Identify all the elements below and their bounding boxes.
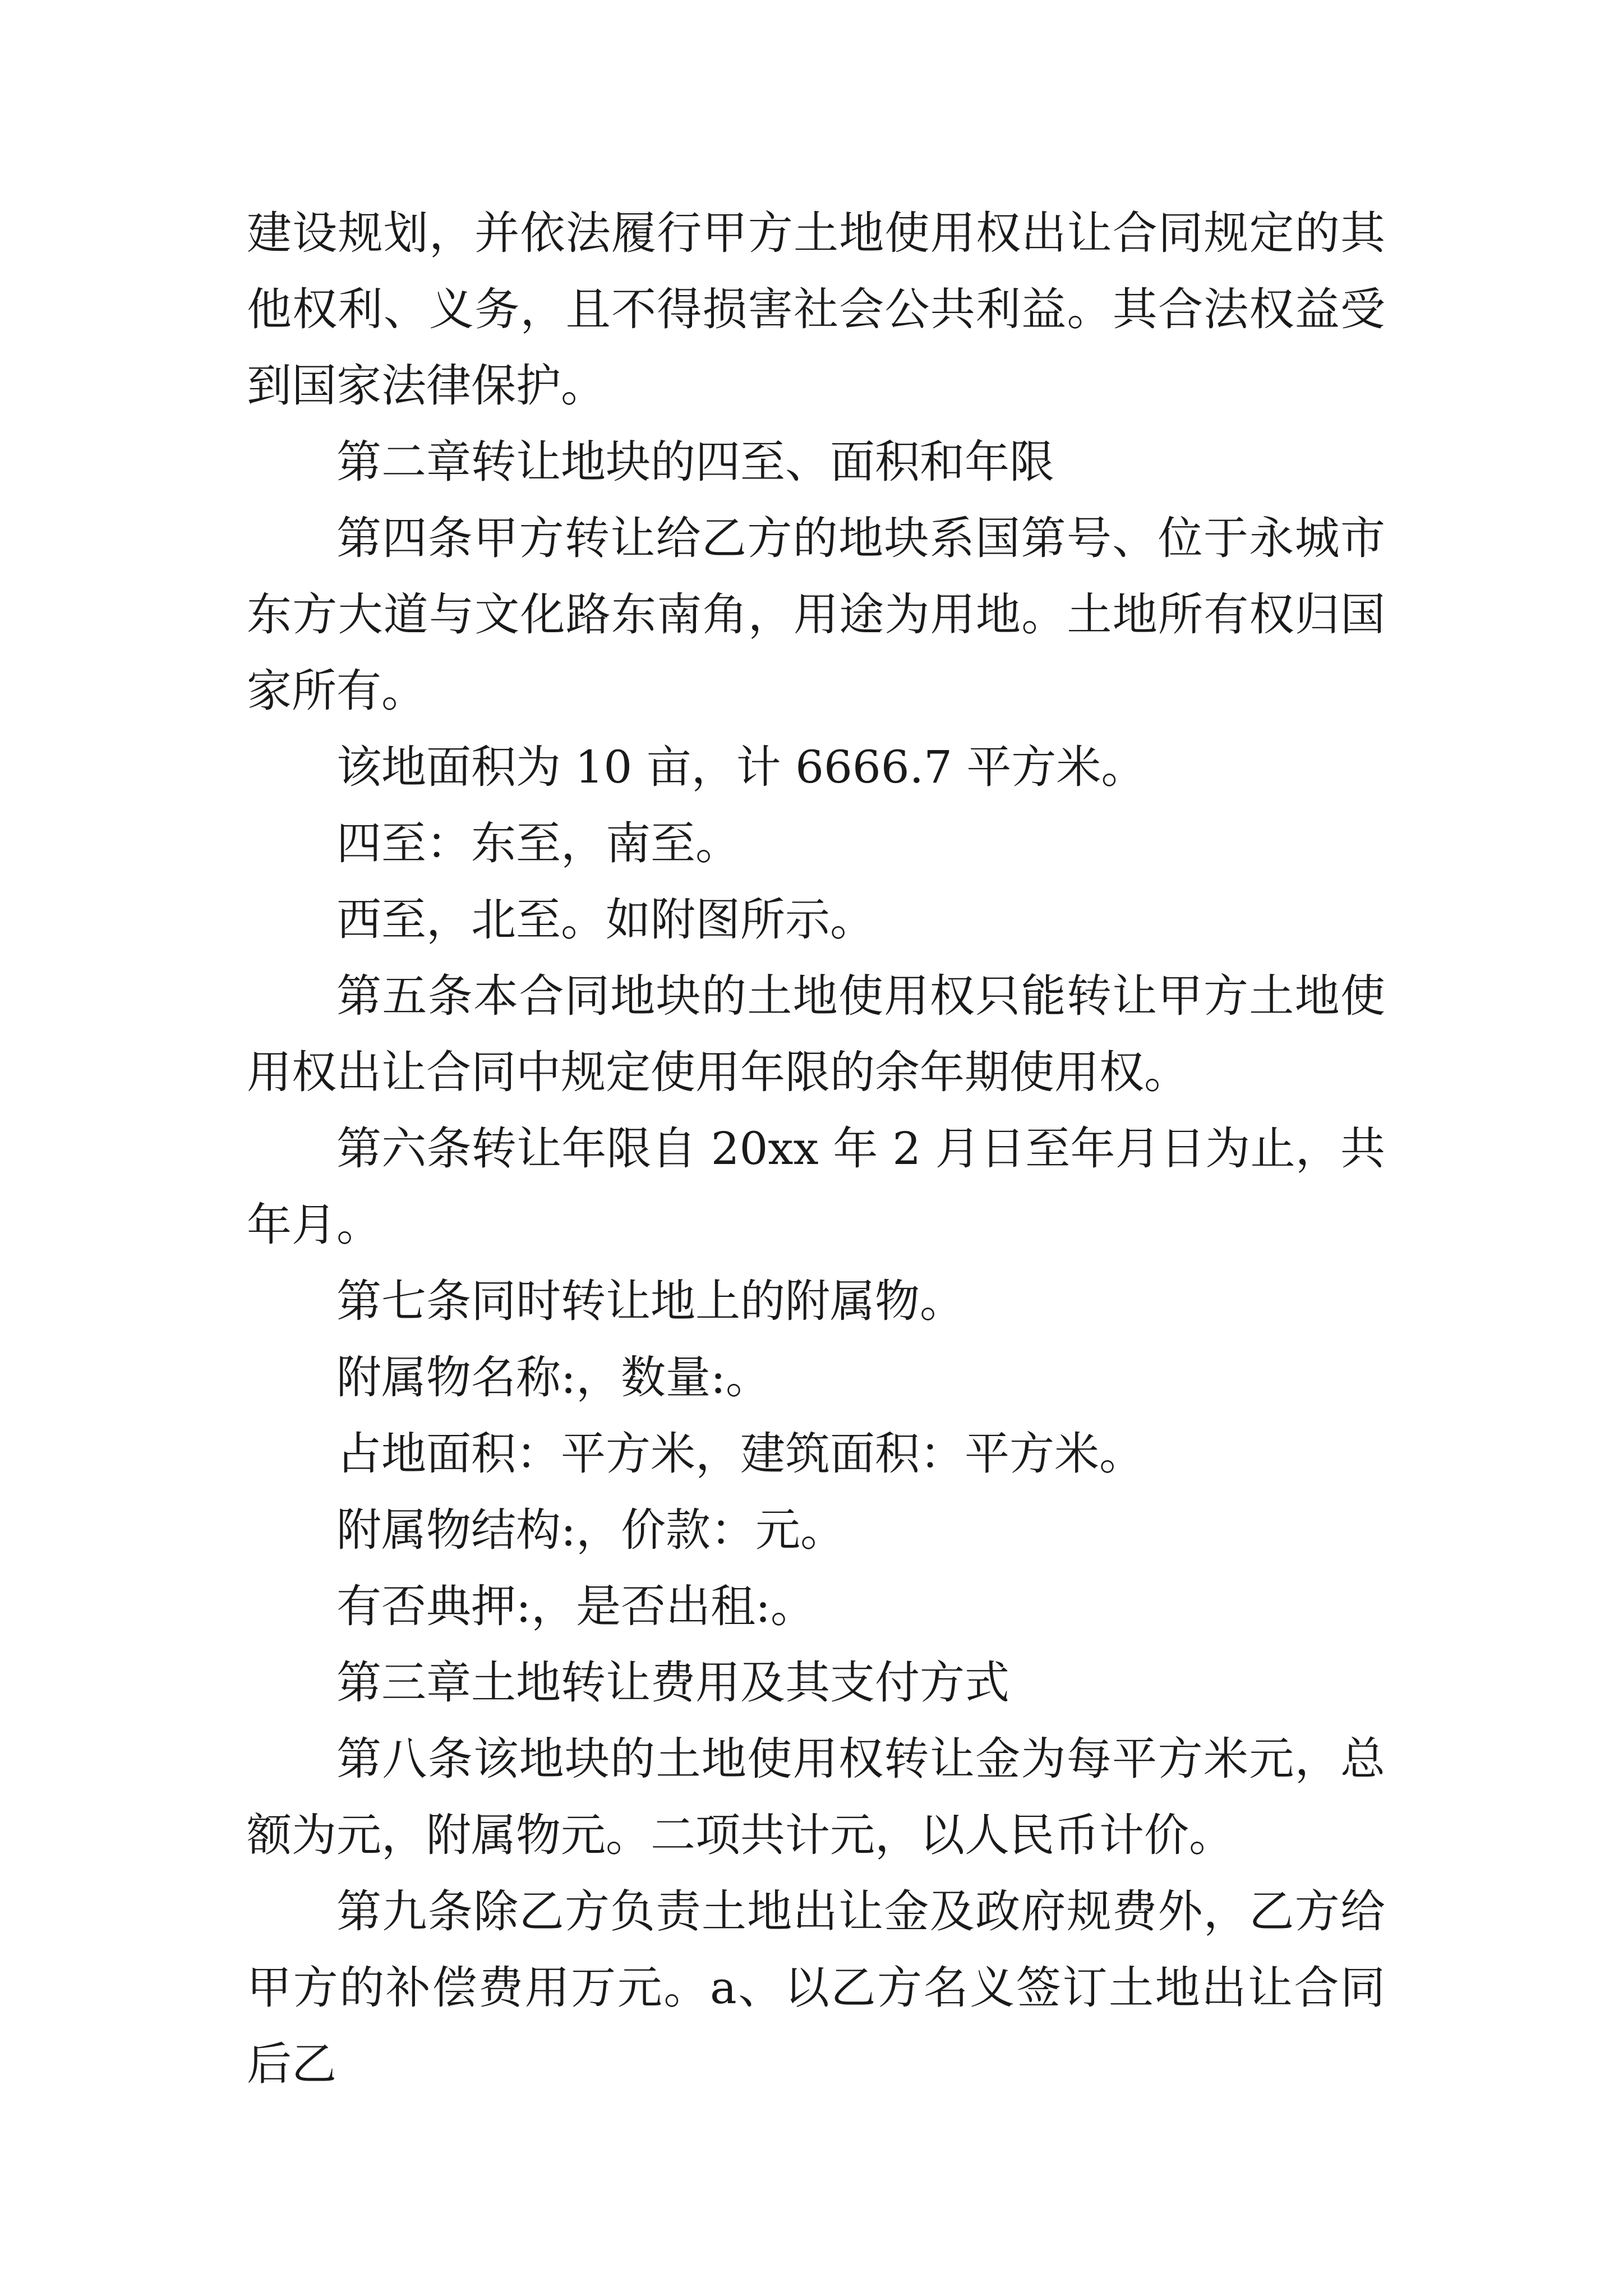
article-7-paragraph: 第七条同时转让地上的附属物。 xyxy=(336,1275,965,1327)
boundaries-east-south: 四至：东至，南至。 xyxy=(336,817,740,869)
attachment-structure-line: 附属物结构:，价款：元。 xyxy=(336,1504,845,1556)
area-paragraph: 该地面积为 10 亩，计 6666.7 平方米。 xyxy=(336,741,1146,793)
chapter-2-heading: 第二章转让地块的四至、面积和年限 xyxy=(336,436,1054,488)
article-6-paragraph: 第六条转让年限自 20xx 年 2 月日至年月日为止，共年月。 xyxy=(247,1122,1385,1251)
chapter-3-heading: 第三章土地转让费用及其支付方式 xyxy=(336,1657,1009,1709)
attachment-mortgage-line: 有否典押:，是否出租:。 xyxy=(336,1580,815,1632)
article-9-paragraph: 第九条除乙方负责土地出让金及政府规费外，乙方给甲方的补偿费用万元。a、以乙方名义签订土地出让合同后乙 xyxy=(247,1885,1385,2090)
attachment-area-line: 占地面积：平方米，建筑面积：平方米。 xyxy=(336,1428,1144,1480)
article-4-paragraph: 第四条甲方转让给乙方的地块系国第号、位于永城市东方大道与文化路东南角，用途为用地。土地所有权归国家所有。 xyxy=(247,512,1385,717)
boundaries-west-north: 西至，北至。如附图所示。 xyxy=(336,894,875,946)
paragraph-continuation: 建设规划，并依法履行甲方土地使用权出让合同规定的其他权利、义务，且不得损害社会公共利益。其合法权益受到国家法律保护。 xyxy=(247,207,1385,412)
document-body xyxy=(247,195,1385,2102)
attachment-name-line: 附属物名称:，数量:。 xyxy=(336,1351,771,1404)
article-8-paragraph: 第八条该地块的土地使用权转让金为每平方米元，总额为元，附属物元。二项共计元，以人民币计价。 xyxy=(247,1733,1385,1861)
article-5-paragraph: 第五条本合同地块的土地使用权只能转让甲方土地使用权出让合同中规定使用年限的余年期使用权。 xyxy=(247,970,1385,1098)
